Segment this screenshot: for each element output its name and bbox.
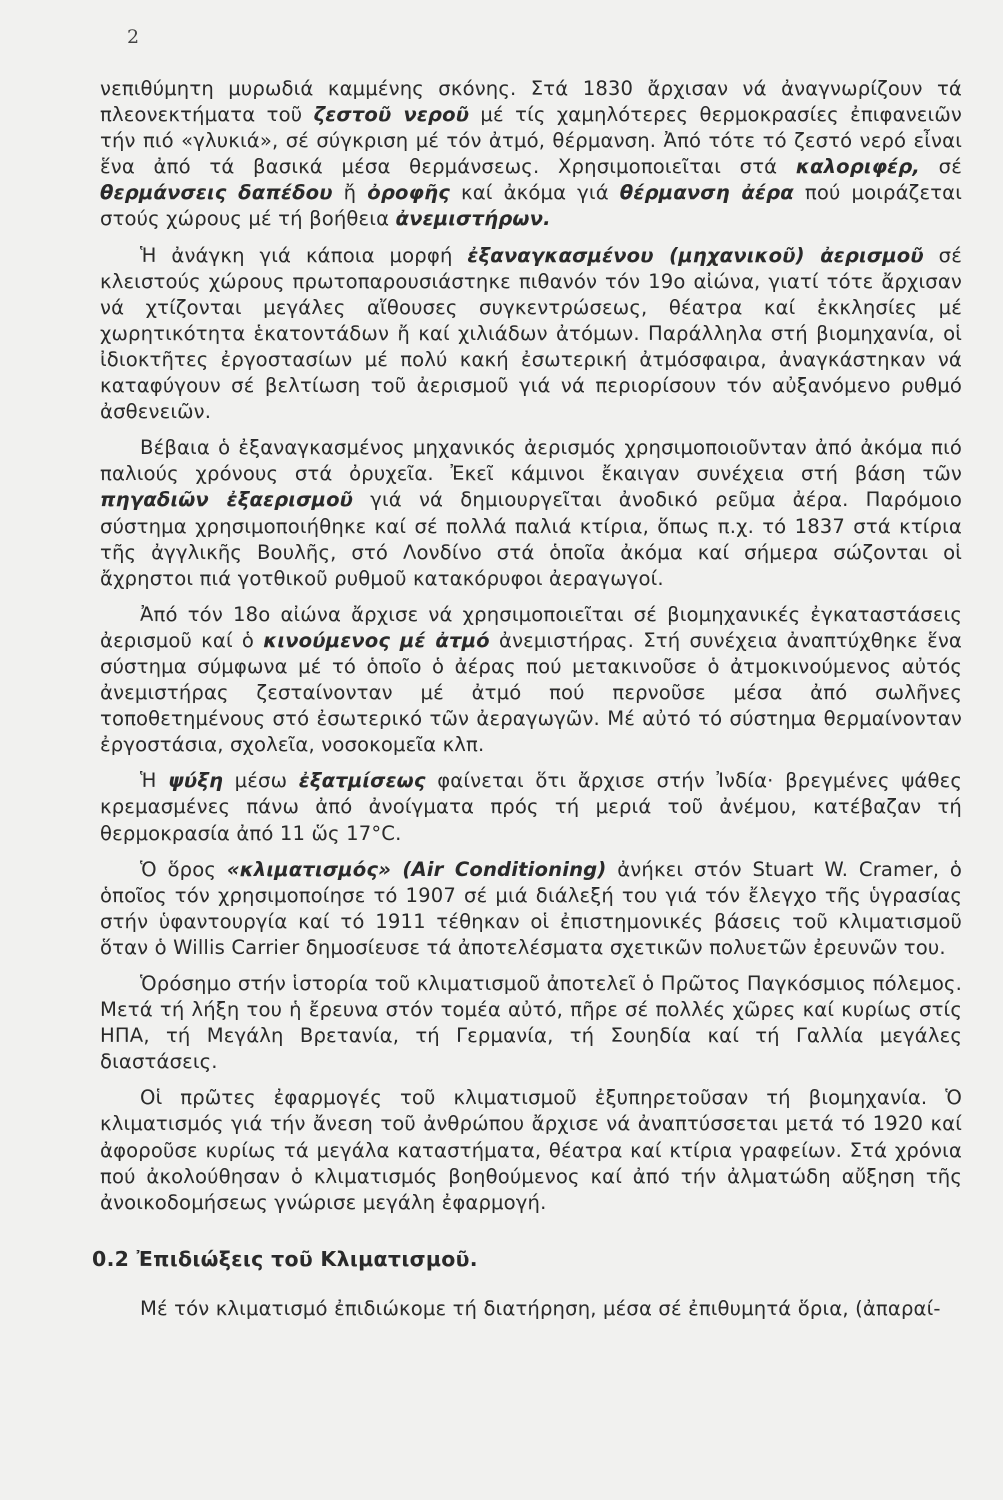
text-run: Μέ τόν κλιματισμό ἐπιδιώκομε τή διατήρηση, μέσα σέ ἐπιθυμητά ὅρια, (ἀπαραί- [140,1296,941,1320]
emphasized-term: ἀνεμιστήρων. [395,207,551,231]
text-run: καί ἀκόμα γιά [450,181,620,205]
paragraph [100,857,962,961]
text-run: Ἡ ἀνάγκη γιά κάποια μορφή [140,243,468,267]
text-run: γιά νά δημιουργεῖται ἀνοδικό ρεῦμα ἀέρα. Παρόμοιο σύστημα χρησιμοποιήθηκε καί σέ πολλά παλιά κτίρια, ὅπως π.χ. τό 1837 στά κτίρια τῆς ἀγγλικῆς Βουλῆς, στό Λονδίνο στά ὁποῖα ἀκόμα καί σήμερα σώζονται οἱ ἄχρηστοι πιά γοτθικοῦ ρυθμοῦ κατακόρυφοι ἀεραγωγοί. [100,488,962,590]
emphasized-term: καλοριφέρ, [795,155,921,179]
text-run: ἀνήκει στόν Stuart W. Cramer, ὁ ὁποῖος τόν χρησιμοποίησε τό 1907 σέ μιά διάλεξή του γιά τόν ἔλεγχο τῆς ὑγρασίας στήν ὑφαντουργία καί τό 1911 τέθηκαν οἱ ἐπιστημονικές βάσεις τοῦ κλιματισμοῦ ὅταν ὁ Willis Carrier δημοσίευσε τά ἀποτελέσματα σχετικῶν πολυετῶν ἐρευνῶν του. [100,857,962,959]
text-run: Ὁ ὅρος [140,857,227,881]
text-run: πού μοιράζεται στούς χώρους μέ τή βοήθεια [100,181,962,231]
emphasized-term: ἐξαναγκασμένου (μηχανικοῦ) ἀερισμοῦ [467,243,924,267]
paragraph [100,602,962,759]
page-number: 2 [127,26,140,48]
paragraph [100,971,962,1075]
paragraph [100,435,962,592]
paragraph [100,1085,962,1215]
text-run: νεπιθύμητη μυρωδιά καμμένης σκόνης. Στά 1830 ἄρχισαν νά ἀναγνωρίζουν τά πλεονεκτήματα τοῦ [100,77,962,127]
paragraph [100,243,962,426]
text-run: σέ κλειστούς χώρους πρωτοπαρουσιάστηκε πιθανόν τόν 19ο αἰώνα, γιατί τότε ἄρχισαν νά χτίζονται μεγάλες αἴθουσες συγκεντρώσεως, θέατρα καί ἐκκλησίες μέ χωρητικότητα ἑκατοντάδων ἤ καί χιλιάδων ἀτόμων. Παράλληλα στή βιομηχανία, οἱ ἰδιοκτῆτες ἐργοστασίων μέ πολύ κακή ἐσωτερική ἀτμόσφαιρα, ἀναγκάστηκαν νά καταφύγουν σέ βελτίωση τοῦ ἀερισμοῦ γιά νά περιορίσουν τόν αὐξανόμενο ρυθμό ἀσθενειῶν. [100,243,962,424]
text-run: Ὁρόσημο στήν ἱστορία τοῦ κλιματισμοῦ ἀποτελεῖ ὁ Πρῶτος Παγκόσμιος πόλεμος. Μετά τή λήξη του ἡ ἔρευνα στόν τομέα αὐτό, πῆρε σέ πολλές χῶρες καί κυρίως στίς ΗΠΑ, τή Μεγάλη Βρετανία, τή Γερμανία, τή Σουηδία καί τή Γαλλία μεγάλες διαστάσεις. [100,972,962,1074]
text-run: ἤ [332,181,368,205]
emphasized-term: ζεστοῦ νεροῦ [313,103,470,127]
text-run: σέ [920,155,962,179]
emphasized-term: ψύξη [168,769,224,793]
emphasized-term: θερμάνσεις δαπέδου [100,181,333,205]
text-run: μέσω [223,769,299,793]
text-run: Ἀπό τόν 18ο αἰώνα ἄρχισε νά χρησιμοποιεῖται σέ βιομηχανικές ἐγκαταστάσεις ἀερισμοῦ καί ὁ [100,602,962,652]
text-run: φαίνεται ὅτι ἄρχισε στήν Ἰνδία· βρεγμένες ψάθες κρεμασμένες πάνω ἀπό ἀνοίγματα πρός τή μεριά τοῦ ἀνέμου, κατέβαζαν τή θερμοκρασία ἀπό 11 ὥς 17°C. [100,769,962,845]
text-run: Βέβαια ὁ ἐξαναγκασμένος μηχανικός ἀερισμός χρησιμοποιοῦνταν ἀπό ἀκόμα πιό παλιούς χρόνους στά ὀρυχεῖα. Ἐκεῖ κάμινοι ἔκαιγαν συνέχεια στή βάση τῶν [100,436,962,486]
emphasized-term: πηγαδιῶν ἐξαερισμοῦ [100,488,354,512]
emphasized-term: ὀροφῆς [367,181,451,205]
paragraph [100,1296,962,1322]
paragraph [100,768,962,846]
section-heading: 0.2 Ἐπιδιώξεις τοῦ Κλιματισμοῦ. [92,1246,478,1271]
body-text [92,76,962,1322]
emphasized-term: «κλιματισμός» (Air Conditioning) [226,857,607,881]
paragraph [100,76,962,233]
emphasized-term: ἐξατμίσεως [298,769,426,793]
text-run: Ἡ [140,769,169,793]
text-run: Οἱ πρῶτες ἐφαρμογές τοῦ κλιματισμοῦ ἐξυπηρετοῦσαν τή βιομηχανία. Ὁ κλιματισμός γιά τήν ἄνεση τοῦ ἀνθρώπου ἄρχισε νά ἀναπτύσσεται μετά τό 1920 καί ἀφοροῦσε κυρίως τά μεγάλα καταστήματα, θέατρα καί κτίρια γραφείων. Στά χρόνια πού ἀκολούθησαν ὁ κλιματισμός βοηθούμενος καί ἀπό τήν ἀλματώδη αὔξηση τῆς ἀνοικοδομήσεως γνώρισε μεγάλη ἐφαρμογή. [100,1086,962,1214]
text-run: ἀνεμιστήρας. Στή συνέχεια ἀναπτύχθηκε ἕνα σύστημα σύμφωνα μέ τό ὁποῖο ὁ ἀέρας πού μετακινοῦσε ὁ ἀτμοκινούμενος αὐτός ἀνεμιστήρας ζεσταίνονταν μέ ἀτμό πού περνοῦσε μέσα ἀπό σωλῆνες τοποθετημένους στό ἐσωτερικό τῶν ἀεραγωγῶν. Μέ αὐτό τό σύστημα θερμαίνονταν ἐργοστάσια, σχολεῖα, νοσοκομεῖα κλπ. [100,628,962,757]
text-run: μέ τίς χαμηλότερες θερμοκρασίες ἐπιφανειῶν τήν πιό «γλυκιά», σέ σύγκριση μέ τόν ἀτμό, θέρμανση. Ἀπό τότε τό ζεστό νερό εἶναι ἕνα ἀπό τά βασικά μέσα θερμάνσεως. Χρησιμοποιεῖται στά [100,103,962,179]
emphasized-term: θέρμανση ἀέρα [619,181,794,205]
emphasized-term: κινούμενος μέ ἀτμό [263,628,490,652]
